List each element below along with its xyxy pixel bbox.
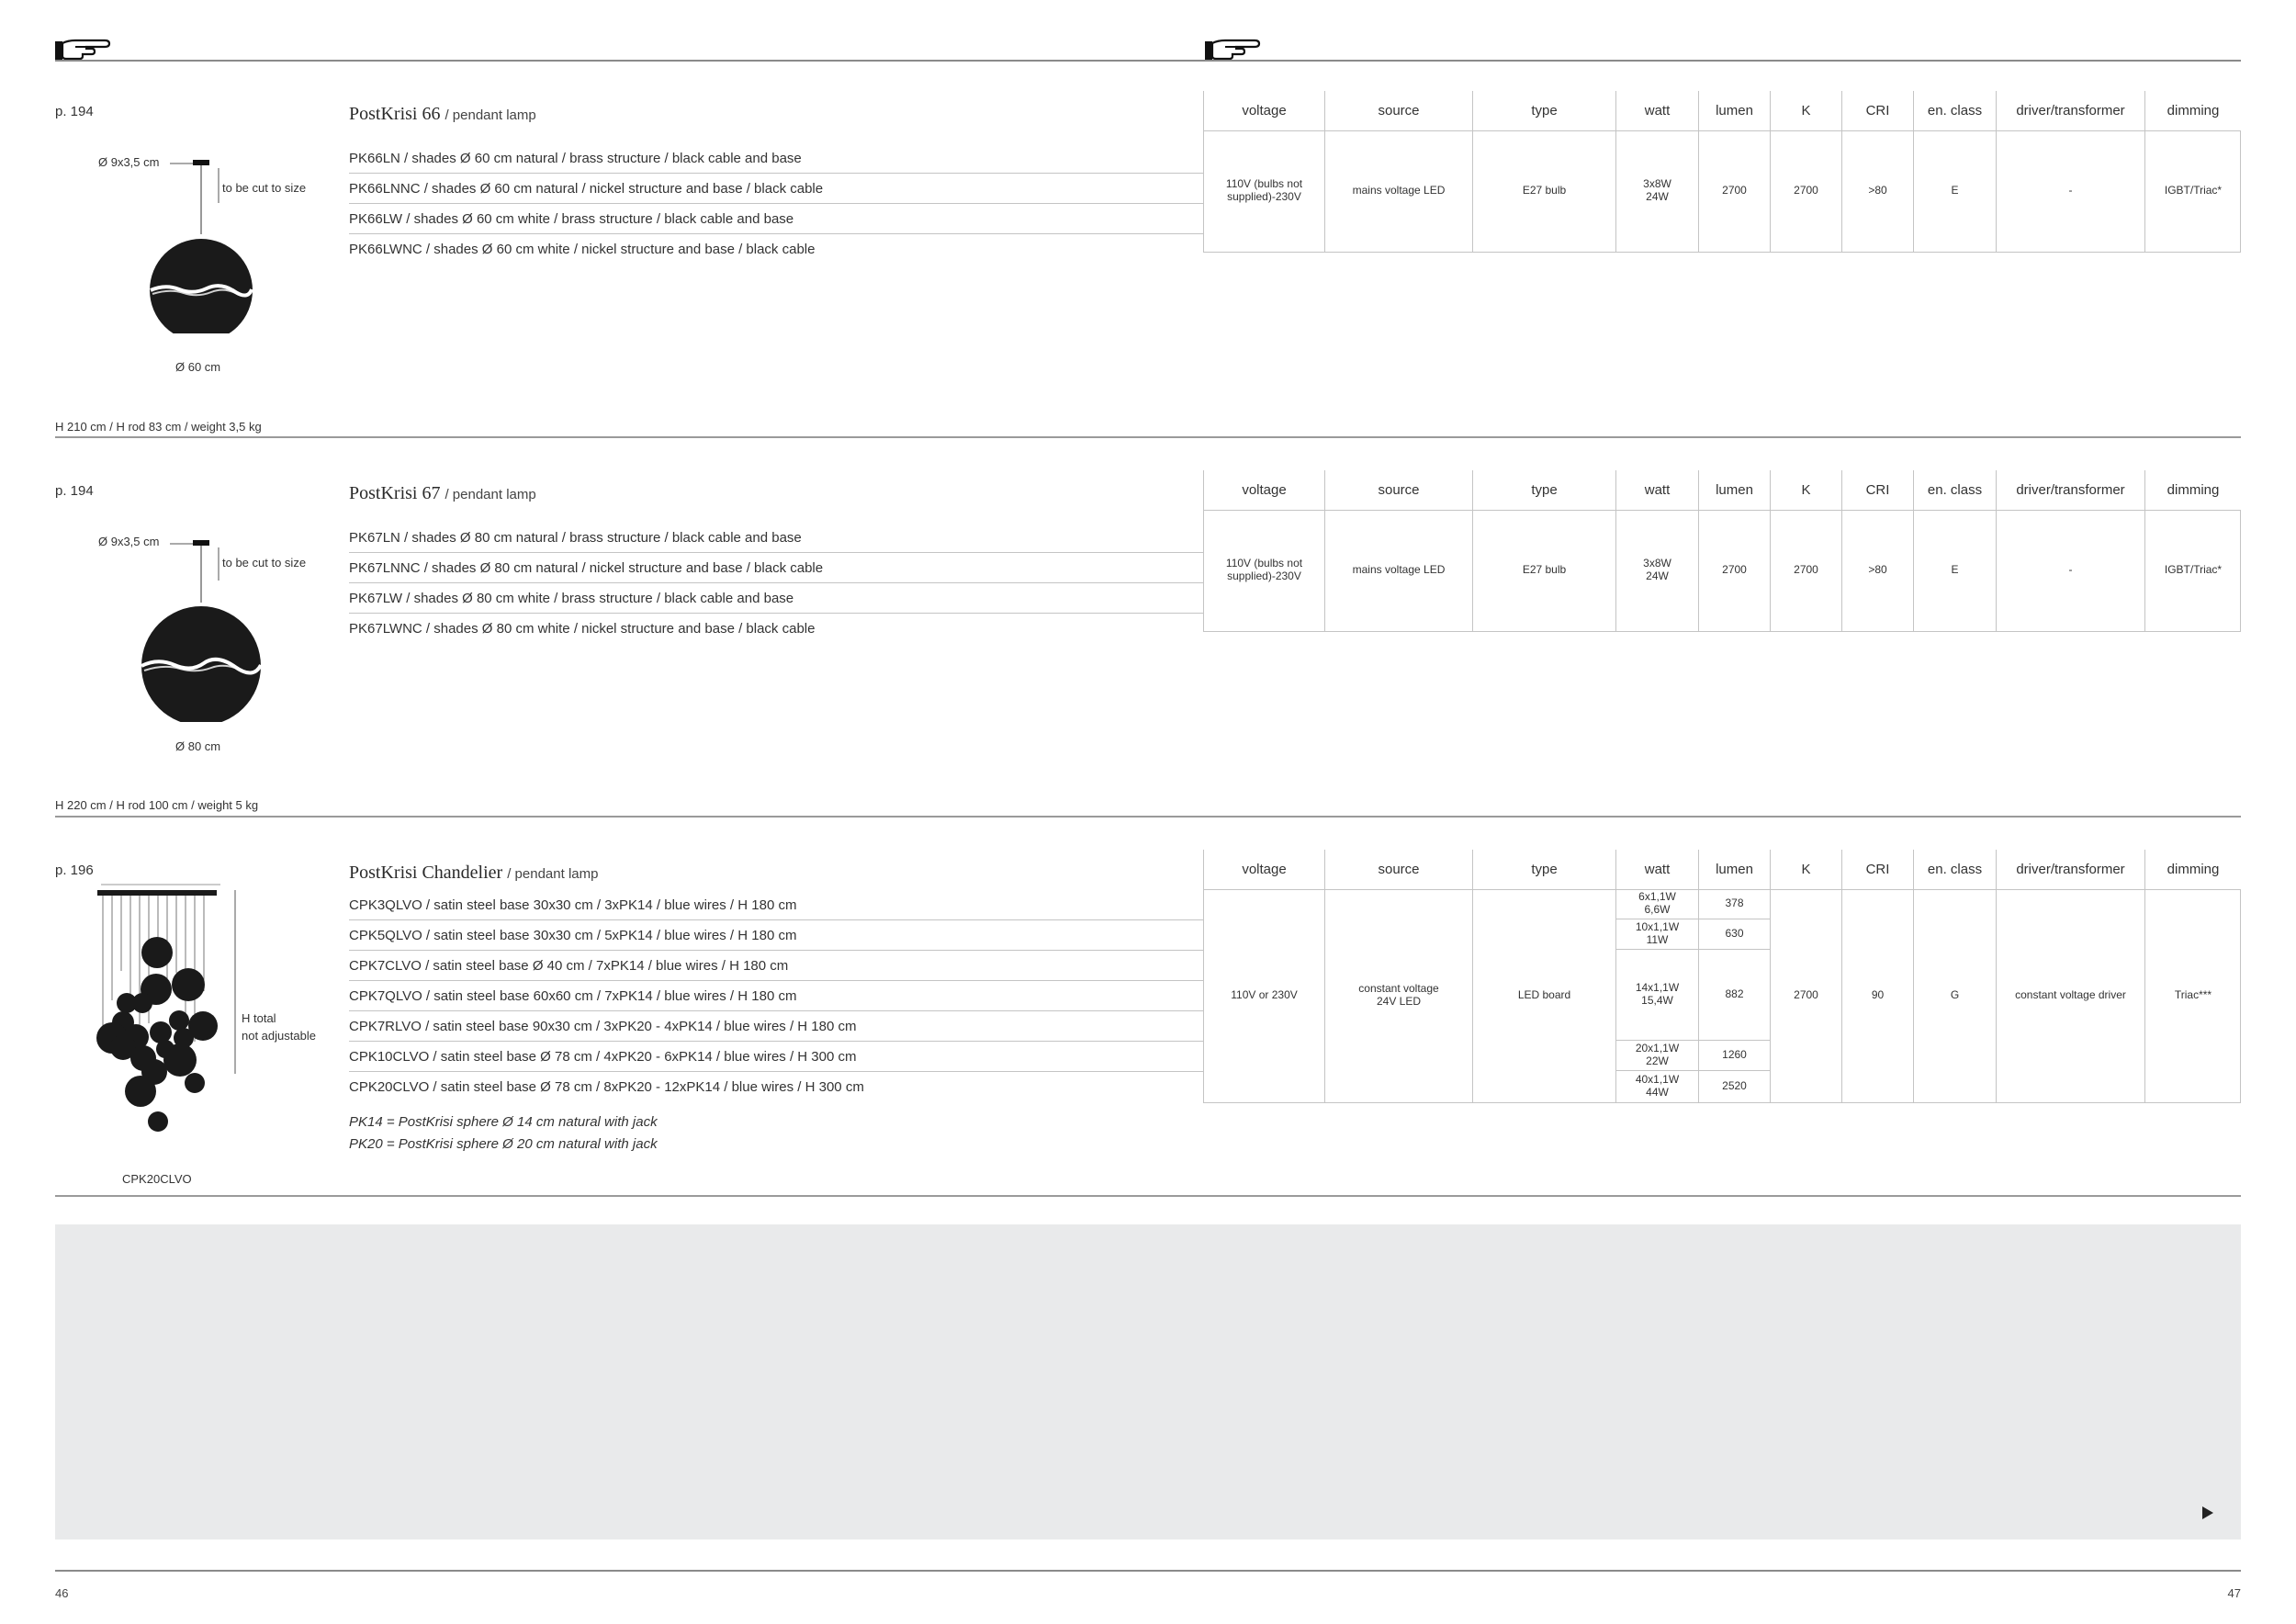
- header-cri: CRI: [1841, 470, 1913, 510]
- spec-watt: 14x1,1W 15,4W: [1615, 950, 1698, 1041]
- header-dimming: dimming: [2144, 470, 2241, 510]
- variant-row: PK66LW / shades Ø 60 cm white / brass structure / black cable and base: [349, 204, 1203, 234]
- header-driver: driver/transformer: [1996, 91, 2144, 130]
- variant-row: CPK5QLVO / satin steel base 30x30 cm / 5xPK14 / blue wires / H 180 cm: [349, 920, 1203, 951]
- spec-lumen: 378: [1698, 889, 1770, 919]
- spec-voltage: 110V (bulbs not supplied)-230V: [1203, 130, 1324, 252]
- pointing-hand-icon: [55, 33, 112, 61]
- header-watt: watt: [1615, 91, 1698, 130]
- variant-row: PK66LN / shades Ø 60 cm natural / brass structure / black cable and base: [349, 143, 1203, 174]
- variant-row: PK67LN / shades Ø 80 cm natural / brass structure / black cable and base: [349, 523, 1203, 553]
- header-lumen: lumen: [1698, 91, 1770, 130]
- spec-voltage: 110V (bulbs not supplied)-230V: [1203, 510, 1324, 631]
- height-label: H total: [242, 1011, 276, 1025]
- header-lumen: lumen: [1698, 850, 1770, 889]
- variant-row: CPK20CLVO / satin steel base Ø 78 cm / 8xPK20 - 12xPK14 / blue wires / H 300 cm: [349, 1079, 864, 1095]
- header-lumen: lumen: [1698, 470, 1770, 510]
- spec-lumen: 630: [1698, 919, 1770, 950]
- spec-type: LED board: [1472, 889, 1615, 1102]
- variant-row: PK67LWNC / shades Ø 80 cm white / nickel structure and base / black cable: [349, 621, 816, 637]
- spec-en-class: G: [1913, 889, 1996, 1102]
- variant-row: CPK10CLVO / satin steel base Ø 78 cm / 4xPK20 - 6xPK14 / blue wires / H 300 cm: [349, 1042, 1203, 1072]
- header-driver: driver/transformer: [1996, 470, 2144, 510]
- spec-lumen: 2520: [1698, 1071, 1770, 1102]
- next-page-arrow-icon[interactable]: [2202, 1506, 2213, 1519]
- spec-lumen: 1260: [1698, 1041, 1770, 1071]
- cable-note-label: to be cut to size: [222, 556, 307, 570]
- page-reference: p. 194: [55, 483, 94, 499]
- top-divider: [55, 60, 2241, 62]
- spec-watt: 20x1,1W 22W: [1615, 1041, 1698, 1071]
- product-category: / pendant lamp: [507, 866, 599, 882]
- spec-driver: -: [1996, 510, 2144, 631]
- variant-row: CPK7QLVO / satin steel base 60x60 cm / 7xPK14 / blue wires / H 180 cm: [349, 981, 1203, 1011]
- header-source: source: [1324, 470, 1472, 510]
- header-dimming: dimming: [2144, 91, 2241, 130]
- spec-dimming: IGBT/Triac*: [2144, 130, 2241, 252]
- product-name: PostKrisi 66: [349, 104, 441, 124]
- diameter-label: Ø 80 cm: [175, 739, 221, 753]
- header-cri: CRI: [1841, 850, 1913, 889]
- page-number-left: 46: [55, 1586, 69, 1600]
- page-number-right: 47: [2227, 1586, 2241, 1600]
- canopy-dimension-label: Ø 9x3,5 cm: [98, 535, 160, 548]
- spec-watt: 3x8W 24W: [1615, 130, 1698, 252]
- variant-row: PK67LW / shades Ø 80 cm white / brass structure / black cable and base: [349, 583, 1203, 614]
- page-reference: p. 196: [55, 863, 94, 878]
- variant-row: PK67LNNC / shades Ø 80 cm natural / nickel structure and base / black cable: [349, 553, 1203, 583]
- spec-watt: 40x1,1W 44W: [1615, 1071, 1698, 1102]
- header-source: source: [1324, 850, 1472, 889]
- spec-type: E27 bulb: [1472, 130, 1615, 252]
- section-divider: [55, 816, 2241, 818]
- header-watt: watt: [1615, 470, 1698, 510]
- header-k: K: [1770, 850, 1841, 889]
- spec-cri: >80: [1841, 510, 1913, 631]
- header-type: type: [1472, 850, 1615, 889]
- spec-k: 2700: [1770, 130, 1841, 252]
- footer-divider: [55, 1570, 2241, 1572]
- spec-source: constant voltage 24V LED: [1324, 889, 1472, 1102]
- pointing-hand-icon: [1205, 33, 1262, 61]
- image-placeholder-area: [55, 1224, 2241, 1539]
- header-dimming: dimming: [2144, 850, 2241, 889]
- header-k: K: [1770, 470, 1841, 510]
- dimensions-weight-note: H 210 cm / H rod 83 cm / weight 3,5 kg: [55, 420, 262, 434]
- spec-cri: >80: [1841, 130, 1913, 252]
- variant-row: PK66LWNC / shades Ø 60 cm white / nickel structure and base / black cable: [349, 242, 816, 257]
- header-en-class: en. class: [1913, 91, 1996, 130]
- spec-watt: 3x8W 24W: [1615, 510, 1698, 631]
- spec-en-class: E: [1913, 510, 1996, 631]
- header-voltage: voltage: [1203, 850, 1324, 889]
- spec-driver: constant voltage driver: [1996, 889, 2144, 1102]
- spec-driver: -: [1996, 130, 2144, 252]
- section-divider: [55, 436, 2241, 438]
- page-reference: p. 194: [55, 104, 94, 119]
- variant-row: CPK7CLVO / satin steel base Ø 40 cm / 7xPK14 / blue wires / H 180 cm: [349, 951, 1203, 981]
- height-note-label: not adjustable: [242, 1029, 316, 1043]
- header-voltage: voltage: [1203, 470, 1324, 510]
- product-title: [349, 863, 598, 884]
- header-cri: CRI: [1841, 91, 1913, 130]
- header-en-class: en. class: [1913, 470, 1996, 510]
- header-watt: watt: [1615, 850, 1698, 889]
- spec-lumen: 2700: [1698, 130, 1770, 252]
- spec-source: mains voltage LED: [1324, 130, 1472, 252]
- header-driver: driver/transformer: [1996, 850, 2144, 889]
- product-name: PostKrisi Chandelier: [349, 863, 503, 883]
- spec-source: mains voltage LED: [1324, 510, 1472, 631]
- footnote: PK20 = PostKrisi sphere Ø 20 cm natural with jack: [349, 1136, 658, 1152]
- header-voltage: voltage: [1203, 91, 1324, 130]
- cable-note-label: to be cut to size: [222, 181, 307, 195]
- spec-en-class: E: [1913, 130, 1996, 252]
- section-divider: [55, 1195, 2241, 1197]
- spec-lumen: 882: [1698, 950, 1770, 1041]
- spec-voltage: 110V or 230V: [1203, 889, 1324, 1102]
- product-title: [349, 104, 536, 125]
- header-source: source: [1324, 91, 1472, 130]
- spec-k: 2700: [1770, 889, 1841, 1102]
- footnote: PK14 = PostKrisi sphere Ø 14 cm natural with jack: [349, 1114, 658, 1130]
- spec-k: 2700: [1770, 510, 1841, 631]
- spec-dimming: Triac***: [2144, 889, 2241, 1102]
- diameter-label: Ø 60 cm: [175, 360, 221, 374]
- canopy-dimension-label: Ø 9x3,5 cm: [98, 155, 160, 169]
- header-k: K: [1770, 91, 1841, 130]
- spec-watt: 10x1,1W 11W: [1615, 919, 1698, 950]
- spec-lumen: 2700: [1698, 510, 1770, 631]
- variant-row: CPK7RLVO / satin steel base 90x30 cm / 3xPK20 - 4xPK14 / blue wires / H 180 cm: [349, 1011, 1203, 1042]
- spec-type: E27 bulb: [1472, 510, 1615, 631]
- variant-row: CPK3QLVO / satin steel base 30x30 cm / 3xPK14 / blue wires / H 180 cm: [349, 890, 1203, 920]
- header-type: type: [1472, 91, 1615, 130]
- spec-dimming: IGBT/Triac*: [2144, 510, 2241, 631]
- product-title: [349, 483, 536, 504]
- spec-watt: 6x1,1W 6,6W: [1615, 889, 1698, 919]
- product-category: / pendant lamp: [445, 107, 536, 123]
- product-category: / pendant lamp: [445, 487, 536, 502]
- model-label: CPK20CLVO: [122, 1172, 192, 1186]
- header-en-class: en. class: [1913, 850, 1996, 889]
- product-name: PostKrisi 67: [349, 483, 441, 503]
- dimensions-weight-note: H 220 cm / H rod 100 cm / weight 5 kg: [55, 798, 259, 812]
- variant-row: PK66LNNC / shades Ø 60 cm natural / nickel structure and base / black cable: [349, 174, 1203, 204]
- spec-cri: 90: [1841, 889, 1913, 1102]
- header-type: type: [1472, 470, 1615, 510]
